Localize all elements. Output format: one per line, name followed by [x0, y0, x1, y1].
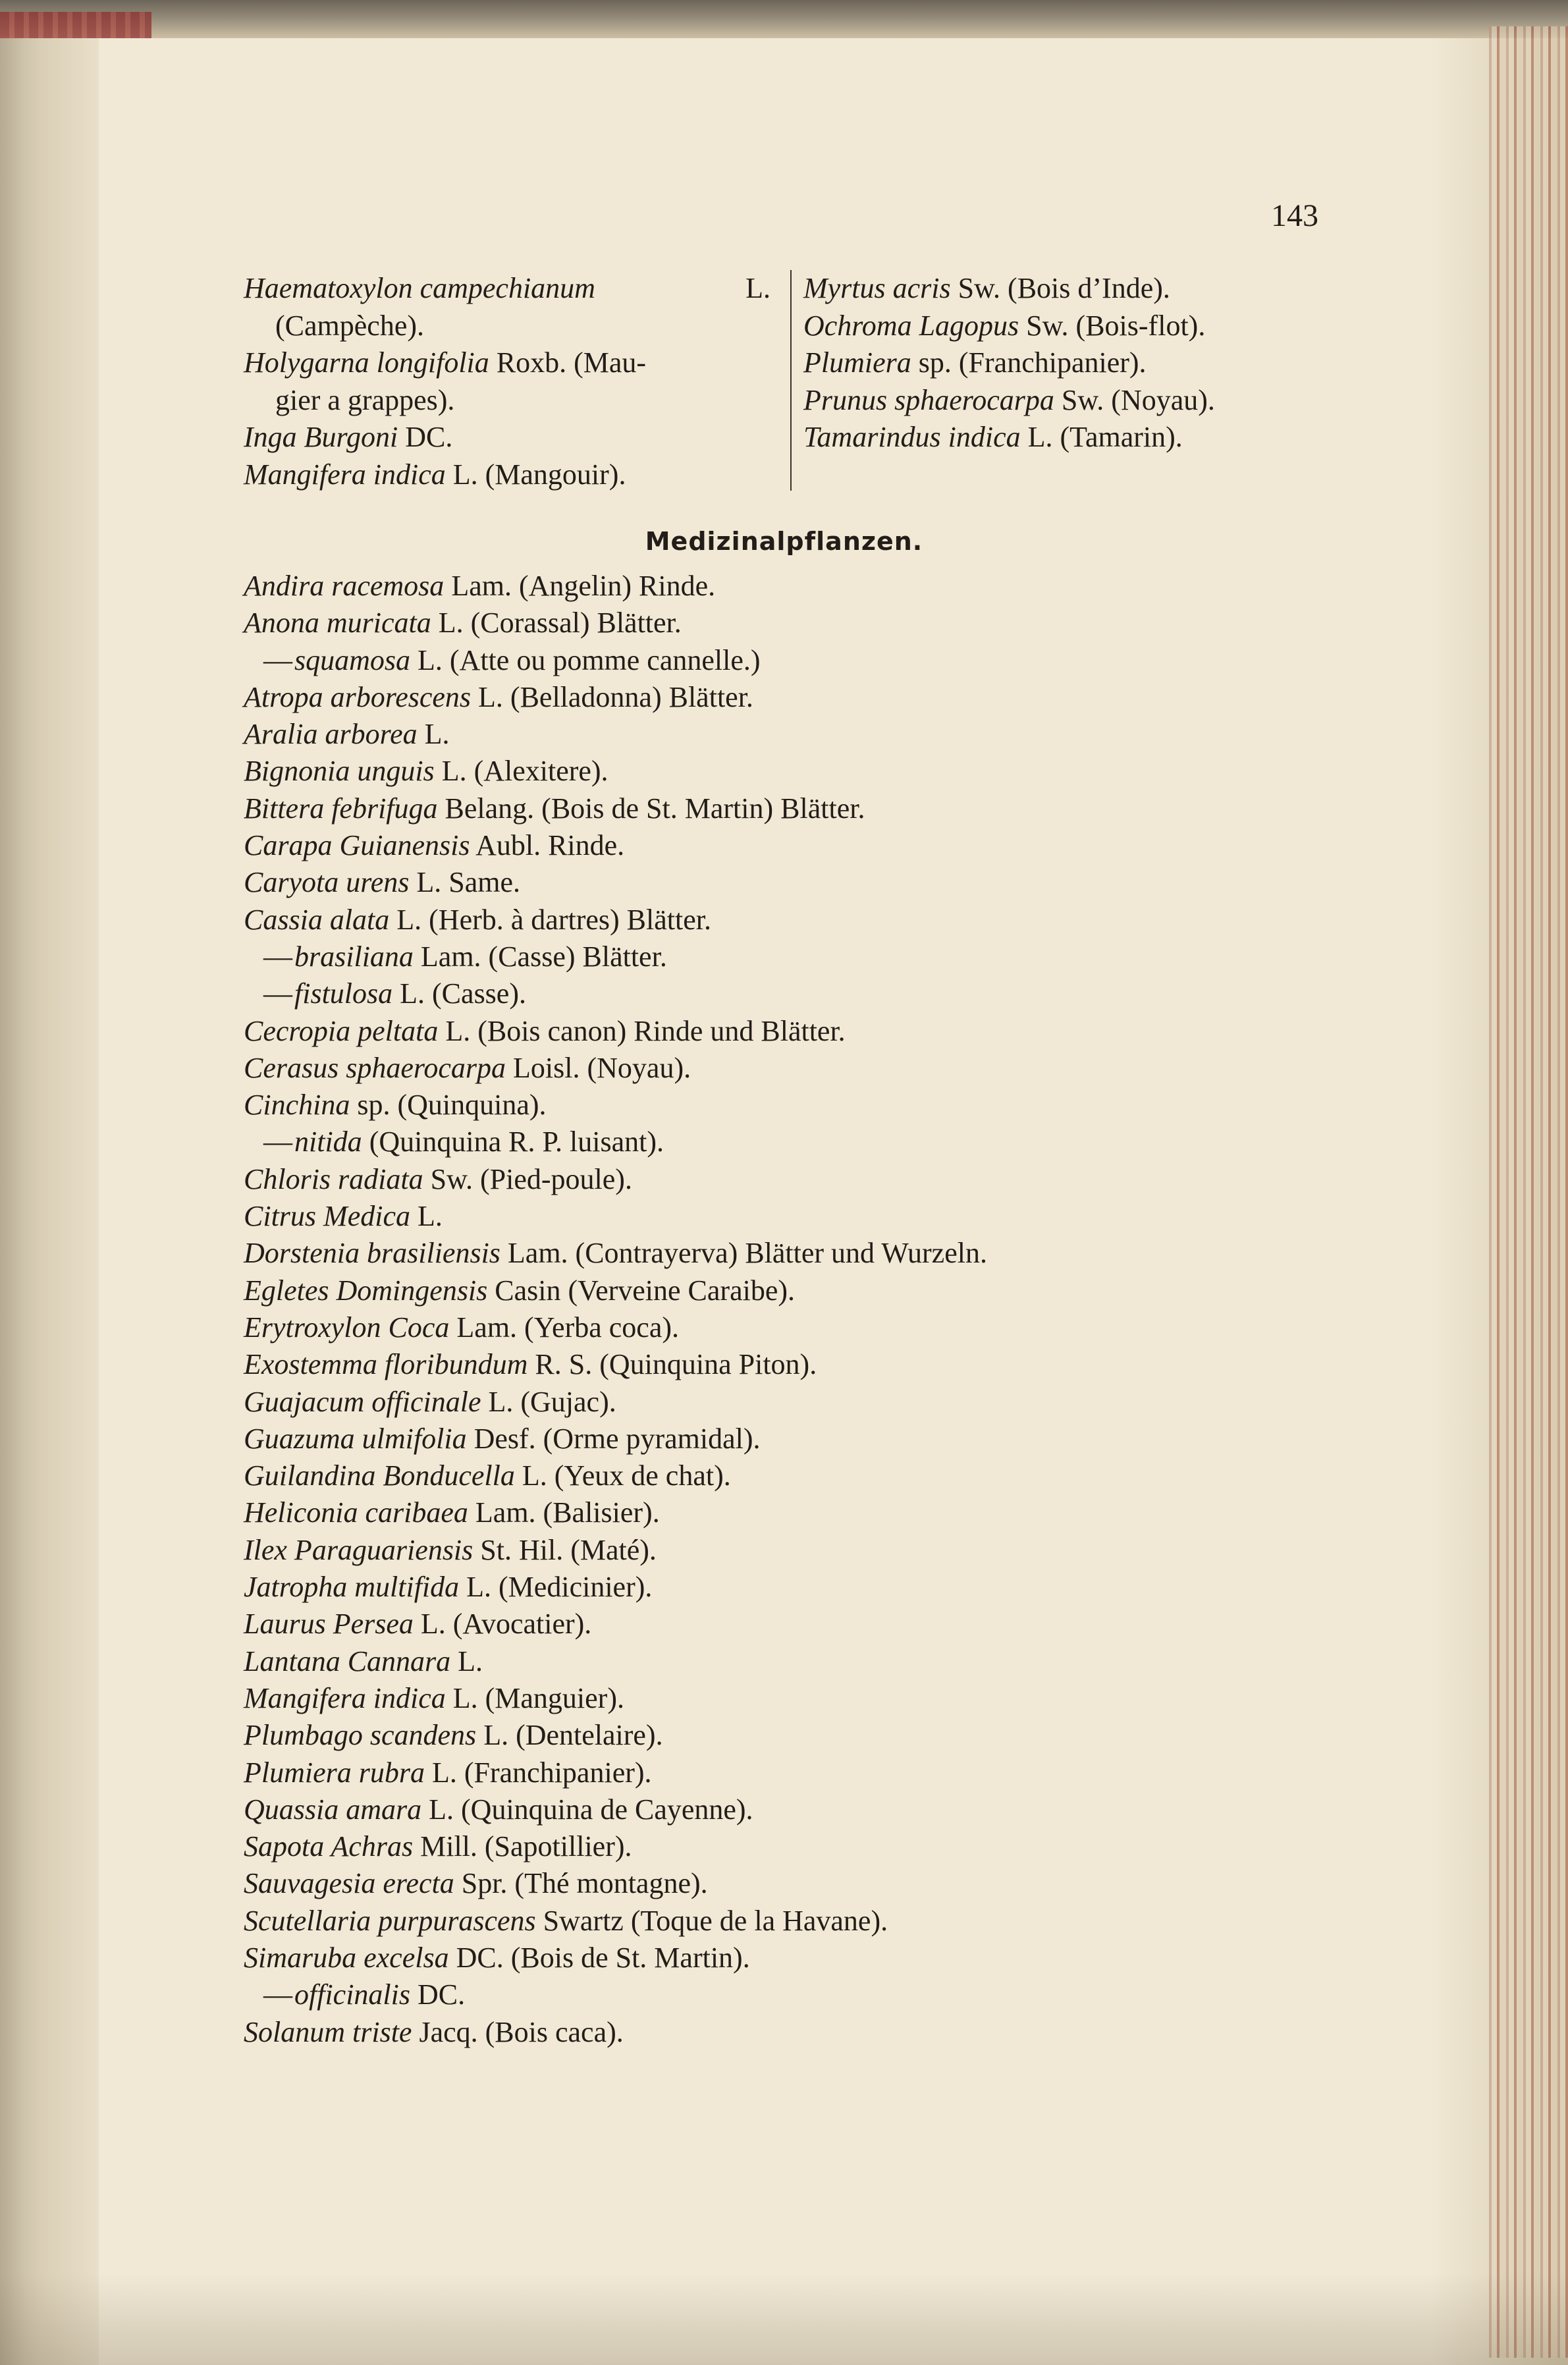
section-heading: Medizinalpflanzen. [645, 527, 923, 556]
book-spine-shadow [0, 0, 99, 2365]
right-column [803, 270, 1357, 456]
list-item [244, 568, 1357, 605]
species-name: Guajacum officinale [244, 1385, 481, 1418]
species-name: Haematoxylon campechianum [244, 272, 595, 304]
species-name: Prunus sphaerocarpa [803, 383, 1054, 416]
species-name: Ilex Paraguariensis [244, 1533, 473, 1566]
species-name: Bignonia unguis [244, 755, 435, 788]
species-name: Scutellaria purpurascens [244, 1904, 536, 1937]
list-item [803, 419, 1357, 456]
species-info: Mill. (Sapotillier). [420, 1830, 632, 1863]
species-name: nitida [294, 1126, 362, 1158]
species-name: Erytroxylon Coca [244, 1311, 450, 1344]
species-name: Exostemma floribundum [244, 1348, 528, 1381]
list-item [244, 419, 770, 456]
species-info: L. (Alexitere). [441, 755, 608, 788]
bottom-edge-shadow [0, 2273, 1568, 2365]
species-info: DC. (Bois de St. Martin). [456, 1941, 750, 1974]
list-item [244, 642, 1357, 679]
list-item [244, 864, 1357, 901]
list-item [244, 1272, 1357, 1309]
list-item [244, 1457, 1357, 1494]
species-name: Egletes Domingensis [244, 1274, 488, 1307]
species-info: Lam. (Contrayerva) Blätter und Wurzeln. [507, 1237, 987, 1270]
species-info: gier a grappes). [275, 383, 455, 416]
species-name: Citrus Medica [244, 1200, 410, 1233]
list-item [244, 1643, 1357, 1680]
list-item [244, 753, 1357, 790]
species-name: Plumiera rubra [244, 1756, 425, 1789]
species-info: sp. (Franchipanier). [918, 346, 1147, 379]
species-name: Solanum triste [244, 2015, 412, 2048]
repeat-genus-dash: — [263, 1126, 292, 1158]
species-info: L. (Avocatier). [420, 1608, 592, 1641]
list-item [244, 1050, 1357, 1087]
species-name: fistulosa [294, 977, 393, 1010]
species-name: Laurus Persea [244, 1608, 414, 1641]
repeat-genus-dash: — [263, 977, 292, 1010]
list-item [244, 1717, 1357, 1754]
list-item [244, 827, 1357, 864]
species-info: L. (Dentelaire). [483, 1719, 663, 1752]
species-info: L. (Atte ou pomme cannelle.) [418, 643, 761, 676]
species-info: L. [458, 1645, 483, 1677]
species-name: Myrtus acris [803, 272, 951, 304]
list-item [244, 456, 770, 494]
species-info: L. (Corassal) Blätter. [438, 607, 682, 639]
repeat-genus-dash: — [263, 1978, 292, 2011]
species-name: Quassia amara [244, 1793, 422, 1826]
list-item [244, 1791, 1357, 1828]
list-item [244, 1087, 1357, 1124]
species-info: L. (Bois canon) Rinde und Blätter. [445, 1014, 846, 1047]
species-info: DC. [405, 421, 453, 453]
list-item [244, 1532, 1357, 1569]
list-item [244, 1828, 1357, 1865]
species-name: Cinchina [244, 1089, 350, 1122]
left-column [244, 270, 770, 493]
species-name: Carapa Guianensis [244, 829, 470, 862]
species-info: Spr. (Thé montagne). [461, 1867, 708, 1900]
species-name: Andira racemosa [244, 570, 445, 602]
species-info: L. (Gujac). [488, 1385, 616, 1418]
list-item [244, 1754, 1357, 1791]
species-name: Bittera febrifuga [244, 792, 438, 825]
species-info: DC. [418, 1978, 466, 2011]
species-name: Cassia alata [244, 903, 390, 936]
species-name: Chloris radiata [244, 1162, 423, 1195]
species-info: Belang. (Bois de St. Martin) Blätter. [445, 792, 865, 825]
species-name: Sapota Achras [244, 1830, 414, 1863]
species-name: Sauvagesia erecta [244, 1867, 454, 1900]
page-stack-edge [1489, 26, 1568, 2358]
list-item [244, 975, 1357, 1012]
list-item [244, 1494, 1357, 1531]
two-column-list [244, 270, 1357, 494]
list-item [803, 270, 1357, 308]
species-info: L. (Medicinier). [466, 1571, 653, 1604]
species-name: squamosa [294, 643, 411, 676]
species-info: L. (Manguier). [452, 1681, 624, 1714]
species-info: St. Hil. (Maté). [480, 1533, 657, 1566]
species-info: R. S. (Quinquina Piton). [535, 1348, 817, 1381]
species-name: Dorstenia brasiliensis [244, 1237, 500, 1270]
list-item [244, 1903, 1357, 1940]
species-info: L. (Tamarin). [1027, 421, 1183, 453]
species-info: L. (Quinquina de Cayenne). [429, 1793, 753, 1826]
list-item [244, 1976, 1357, 2013]
species-info: Jacq. (Bois caca). [419, 2015, 624, 2048]
top-edge-shadow [0, 0, 1568, 38]
species-info: (Quinquina R. P. luisant). [369, 1126, 664, 1158]
list-item [244, 1940, 1357, 1976]
species-name: Plumbago scandens [244, 1719, 477, 1752]
species-info: Lam. (Yerba coca). [456, 1311, 680, 1344]
species-name: Jatropha multifida [244, 1571, 460, 1604]
list-item [244, 1680, 1357, 1717]
species-name: Cerasus sphaerocarpa [244, 1051, 506, 1084]
species-name: Caryota urens [244, 866, 410, 899]
list-item [803, 308, 1357, 345]
list-item [244, 790, 1357, 827]
species-name: Heliconia caribaea [244, 1496, 468, 1529]
species-name: Aralia arborea [244, 718, 418, 751]
top-binding-edge [0, 12, 151, 38]
species-info: Loisl. (Noyau). [513, 1051, 691, 1084]
species-info: Casin (Verveine Caraibe). [495, 1274, 796, 1307]
list-item [244, 679, 1357, 716]
species-info: sp. (Quinquina). [357, 1089, 547, 1122]
species-name: Anona muricata [244, 607, 431, 639]
list-item [803, 344, 1357, 382]
list-item [244, 1124, 1357, 1160]
list-item [244, 1235, 1357, 1272]
species-info: L. [745, 272, 770, 304]
repeat-genus-dash: — [263, 940, 292, 973]
list-item [244, 2014, 1357, 2051]
species-info: L. [424, 718, 450, 751]
medicinal-plant-list [244, 568, 1357, 2051]
species-name: Lantana Cannara [244, 1645, 451, 1677]
species-name: Cecropia peltata [244, 1014, 439, 1047]
list-item [244, 716, 1357, 753]
list-item [244, 1606, 1357, 1643]
species-info: Lam. (Casse) Blätter. [420, 940, 667, 973]
species-info: L. Same. [416, 866, 521, 899]
species-info: L. (Franchipanier). [432, 1756, 652, 1789]
list-item [244, 1346, 1357, 1383]
species-info: L. (Belladonna) Blätter. [478, 680, 753, 713]
list-item [244, 1865, 1357, 1902]
species-info: Swartz (Toque de la Havane). [543, 1904, 888, 1937]
species-info: Roxb. (Mau- [496, 346, 647, 379]
column-divider [790, 270, 792, 491]
species-name: Guazuma ulmifolia [244, 1422, 467, 1455]
species-info: L. (Yeux de chat). [522, 1459, 731, 1492]
species-name: Atropa arborescens [244, 680, 472, 713]
species-name: Inga Burgoni [244, 421, 398, 453]
list-item [244, 902, 1357, 938]
species-info: Sw. (Pied-poule). [430, 1162, 632, 1195]
list-item [244, 270, 770, 308]
species-name: Plumiera [803, 346, 911, 379]
species-name: officinalis [294, 1978, 410, 2011]
species-name: Holygarna longifolia [244, 346, 489, 379]
species-info: Aubl. Rinde. [475, 829, 625, 862]
species-info: Sw. (Bois-flot). [1026, 309, 1206, 342]
species-info: Sw. (Bois d’Inde). [958, 272, 1170, 304]
page-number: 143 [1271, 198, 1318, 233]
repeat-genus-dash: — [263, 643, 292, 676]
list-item-continuation [244, 382, 770, 420]
list-item [244, 1309, 1357, 1346]
list-item [244, 1421, 1357, 1457]
list-item [244, 1198, 1357, 1235]
list-item [803, 382, 1357, 420]
list-item [244, 1013, 1357, 1050]
list-item [244, 1384, 1357, 1421]
species-info: L. (Herb. à dartres) Blätter. [396, 903, 711, 936]
species-name: Tamarindus indica [803, 421, 1021, 453]
species-info: L. (Casse). [400, 977, 526, 1010]
species-info: Lam. (Angelin) Rinde. [451, 570, 716, 602]
list-item [244, 938, 1357, 975]
list-item [244, 1569, 1357, 1606]
species-name: Guilandina Bonducella [244, 1459, 515, 1492]
species-info: Desf. (Orme pyramidal). [473, 1422, 761, 1455]
list-item [244, 1161, 1357, 1198]
list-item-continuation [244, 308, 770, 345]
species-name: Simaruba excelsa [244, 1941, 449, 1974]
species-info: L. [417, 1200, 443, 1233]
species-name: brasiliana [294, 940, 414, 973]
species-info: Sw. (Noyau). [1061, 383, 1215, 416]
list-item [244, 344, 770, 382]
species-name: Ochroma Lagopus [803, 309, 1019, 342]
species-name: Mangifera indica [244, 458, 446, 491]
species-info: Lam. (Balisier). [475, 1496, 660, 1529]
species-info: L. (Mangouir). [452, 458, 626, 491]
species-name: Mangifera indica [244, 1681, 446, 1714]
list-item [244, 605, 1357, 641]
species-info: (Campèche). [275, 309, 424, 342]
